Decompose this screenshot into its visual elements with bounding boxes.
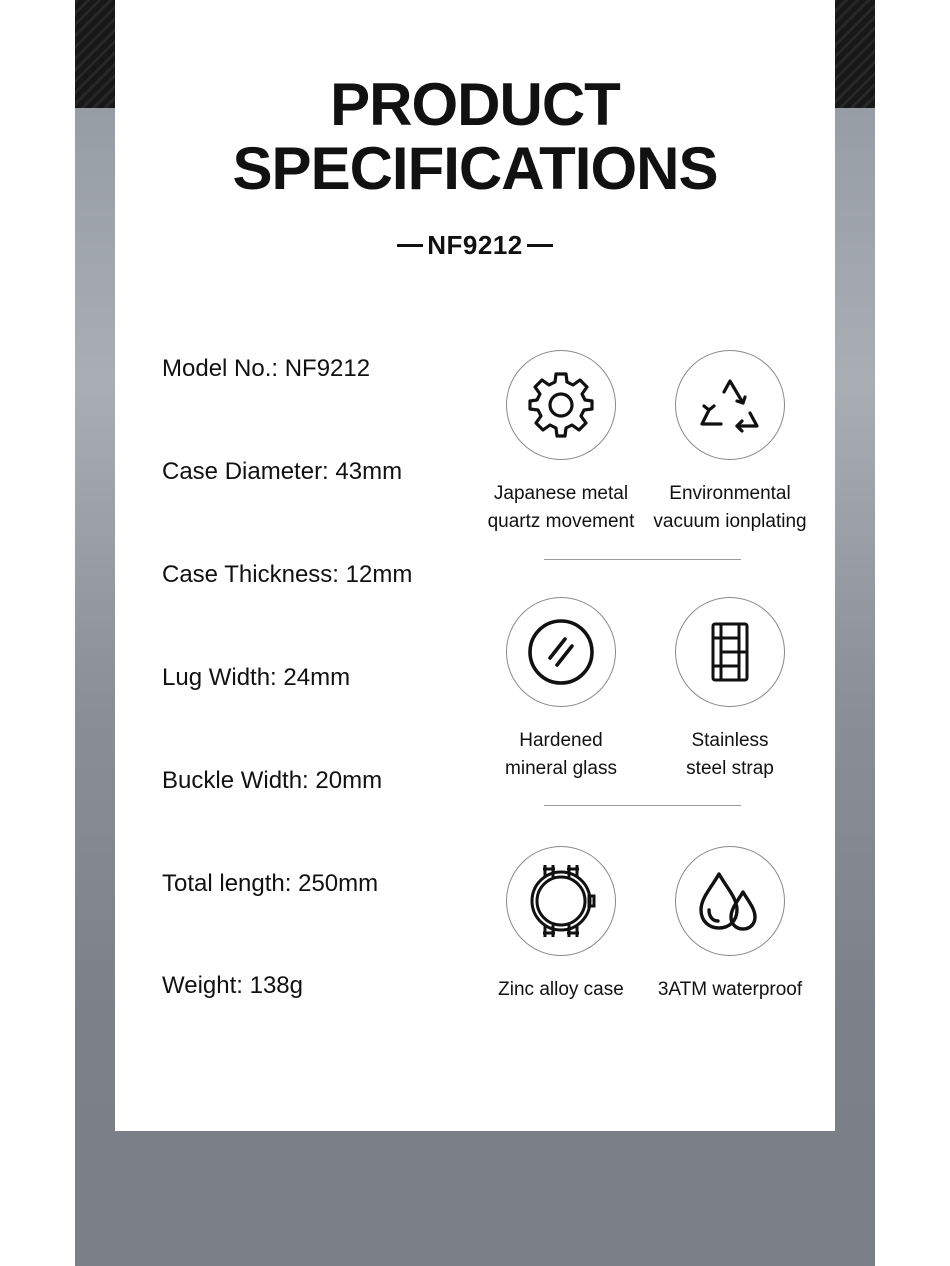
feature-label-line2: quartz movement — [487, 511, 635, 532]
feature-divider-2 — [544, 805, 741, 806]
glass-icon — [526, 617, 596, 687]
feature-label-line2: steel strap — [686, 758, 774, 779]
spec-card — [115, 0, 835, 1131]
spec-case-thickness: Case Thickness: 12mm — [162, 561, 413, 588]
page-title-line1: PRODUCT — [330, 71, 620, 138]
strap-icon — [705, 619, 755, 685]
dash-right — [527, 244, 553, 247]
dash-left — [397, 244, 423, 247]
feature-circle — [506, 597, 616, 707]
spec-case-diameter: Case Diameter: 43mm — [162, 458, 403, 485]
feature-ionplating — [645, 350, 815, 536]
feature-circle — [675, 846, 785, 956]
page-title-line2: SPECIFICATIONS — [232, 135, 718, 202]
spec-weight: Weight: 138g — [162, 972, 303, 999]
feature-movement — [476, 350, 646, 536]
feature-label-line1: Environmental — [669, 483, 791, 504]
feature-label — [645, 480, 815, 536]
feature-label — [476, 480, 646, 536]
model-code: NF9212 — [427, 230, 523, 260]
recycle-icon — [697, 372, 763, 438]
feature-label-line1: 3ATM waterproof — [657, 979, 803, 1000]
feature-label — [645, 976, 815, 1004]
feature-case — [476, 846, 646, 1004]
feature-circle — [675, 597, 785, 707]
gear-icon — [526, 370, 596, 440]
feature-label-line2: vacuum ionplating — [653, 511, 807, 532]
feature-label-line1: Japanese metal — [493, 483, 629, 504]
feature-waterproof — [645, 846, 815, 1004]
spec-total-length: Total length: 250mm — [162, 870, 379, 897]
feature-label — [476, 976, 646, 1004]
model-heading — [115, 230, 835, 261]
feature-label-line1: Hardened — [519, 730, 603, 751]
feature-label-line2: mineral glass — [505, 758, 617, 779]
feature-label-line1: Zinc alloy case — [498, 979, 624, 1000]
feature-circle — [506, 846, 616, 956]
feature-circle — [675, 350, 785, 460]
watch-case-icon — [523, 861, 599, 941]
feature-divider-1 — [544, 559, 741, 560]
spec-lug-width: Lug Width: 24mm — [162, 664, 351, 691]
water-drops-icon — [695, 866, 765, 936]
feature-label-line1: Stainless — [691, 730, 769, 751]
feature-label — [645, 727, 815, 783]
feature-label — [476, 727, 646, 783]
feature-glass — [476, 597, 646, 783]
spec-model-no: Model No.: NF9212 — [162, 355, 371, 382]
feature-strap — [645, 597, 815, 783]
spec-buckle-width: Buckle Width: 20mm — [162, 767, 383, 794]
feature-circle — [506, 350, 616, 460]
